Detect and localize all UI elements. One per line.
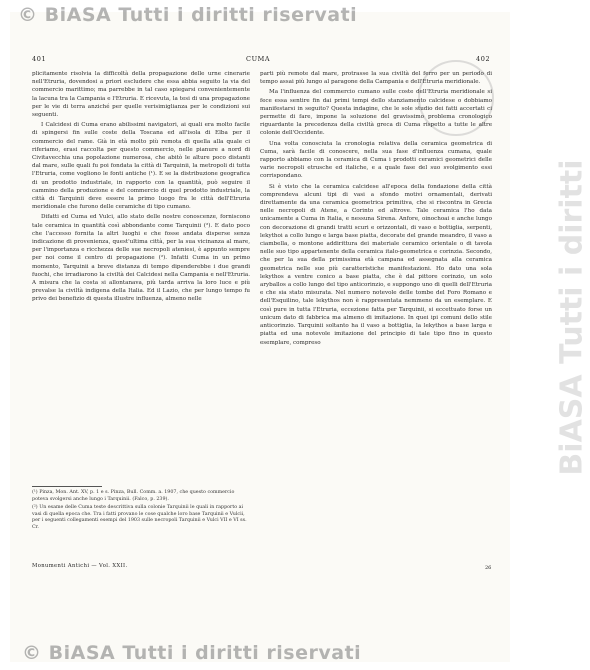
left-column xyxy=(32,70,250,306)
watermark-bottom: © BiASA Tutti i diritti riservati xyxy=(22,642,362,664)
footnotes xyxy=(32,490,250,534)
running-title: CUMA xyxy=(246,55,271,63)
signature-mark: 26 xyxy=(485,565,492,571)
paragraph: plicitamente risolvia la difficoltà della propagazione delle urne cinerarie nell'Etruria, dovendosi a priori escludere che essa abbia seguito la via del commercio marittimo; ma parrebbe in tal caso spiegarsi convenientemente la lacuna tra la Campania e l'Etruria. E ricevuta, la tesi di una propagazione per le vie di terra anziché per quelle verisimiglianza per le condizioni sui seguenti. xyxy=(32,71,250,119)
footnote: (²) Un esame delle Cuma teste descrittiva sulla colonie Tarquinii le quali in rapporto ai vasi di quella epoca che. Tra i fatti provano le cose qualche loro base Tarquinii e Vulcii, per i seguenti collegamenti esempi del 1903 sulle necropoli Tarquinii e Vulci VII e VI ss. Cr. xyxy=(32,505,247,530)
paragraph: Una volta conosciuta la cronologia relativa della ceramica geometrica di Cuma, sarà facile di conoscere, nella sua fase d'influenza cumana, quale rapporto abbiamo con la ceramica di Cuma i prodotti ceramici geometrici delle varie necropoli etrusche ed italiche, e a quale fase del suo svolgimento essi corrispondano. xyxy=(260,140,492,180)
page-number-right: 402 xyxy=(476,55,491,63)
footnote-divider xyxy=(32,486,102,487)
watermark-top: © BiASA Tutti i diritti riservati xyxy=(18,4,358,26)
footnote: (¹) Pinza, Mon. Ant. XV, p. 1 e s. Pinza, Bull. Comm. a. 1907, che questo commercio poteva svolgersi anche lungo i Tarquinii. (Falco, p. 239). xyxy=(32,490,235,502)
paragraph: I Calcidesi di Cuma erano abilissimi navigatori, ai quali era molto facile di spingersi fin sulle coste della Toscana ed all'isola di Elba per il commercio del rame. Già in età molto più remota di quella alla quale ci riferiamo, erasi raccolta per questo commercio, nelle pianure a nord di Civitavecchia una popolazione numerosa, che abitò le alture poco distanti dal mare, sulle quali fu poi fondata la città di Tarquinii, la metropoli di tutta l'Etruria, come vogliono le fonti antiche (¹). E se la distribuzione geografica di un prodotto industriale, in rapporto con la quantità, può seguire il cammino della produzione e del commercio di quel prodotto industriale, la città di Tarquinii deve essere la primo luogo fra le città dell'Etruria meridionale che furono delle ceramiche di tipo cumano. xyxy=(32,122,250,211)
paragraph: Difatti ed Cuma ed Vulci, allo stato delle nostre conoscenze, forniscono tale ceramica in quantità così abbondante come Tarquinii (²). E dato poco che l'accesso fornita la altri luoghi e che fosse andata disperse senza indicazione di provenienza, quest'ultima città, per la sua vicinanza al mare, per l'importanza e ricchezza delle sue necropoli ateniesi, è appunto sempre per noi come il centro di propagazione (²). Infatti Cuma in un primo momento, Tarquinii a breve distanza di tempo dipenderebbe i due grandi fuochi, che irradiarono la civiltà dei Calcidesi nella Campania e nell'Etruria. A misura che la costa si allontanava, più tarda arriva la loro luce e più prevalse la civiltà indigena della Italia. Ed il Lazio, che per lungo tempo fu privo dei benefizio di questa illustre influenza, almeno nelle xyxy=(32,214,250,303)
watermark-side: BiASA Tutti i diritti xyxy=(554,159,590,476)
paragraph: parti più remote dal mare, protrasse la sua civiltà del ferro per un periodo di tempo assai più lungo al paragone della Campania e dell'Etruria meridionale. xyxy=(260,71,492,86)
right-column xyxy=(260,70,492,349)
paragraph: Si è visto che la ceramica calcidese all'epoca della fondazione della città comprendeva alcuni tipi di vasi a sfondo motivi ornamentali, derivati direttamente da una ceramica geometrica primitiva, che si riscontra in Grecia nelle necropoli di Atene, a Corinto ed altrove. Tale ceramica l'ho data unicamente a Cuma in Italia, e nessuna Sirena. Anfore, oinochoai e anche lungo con decorazione di grandi tratti scuri e orizzontali, di vaso e bottiglia, serpenti, lekythoi a collo lungo e larga base piatta, decorate del grande meandro, il vaso a ciambella, o montone addirittura dei materiale ceramico orientale o di tavola nelle suo tipo appartenente della ceramica italo-geometrica e corinzia. Secondo, che per la sua della primissima età campana ed assegnata alla ceramica geometrica nelle sue più caratteristiche manifestazioni. Ho dato una sola lekythos a ventre conico a base piatta, che è dal pittore corinzio, un solo aryballos a collo lungo del tipo anticorinzio, e suppongo uno di quelli dell'Etruria e che sia stato misurata. Nel numero notevole delle tombe del Foro Romano e dell'Esquilino, tale lekythos non è rappresentata nemmeno da un esemplare. E così pure in tutta l'Etruria, eccezione fatta per Tarquinii, si eccettuato forse un unicum dato di fabbrica ma almeno di imitazione. In quei ipi comuni dello stile anticorinzio. Tarquinii soltanto ha il vaso a bottiglia, la lekythos a base larga e piatta ed una notevole imitazione del principio di tale tipo fino in questo esemplare, compreso xyxy=(260,183,492,346)
series-title: Monumenti Antichi — Vol. XXII. xyxy=(32,563,128,569)
page-number-left: 401 xyxy=(32,55,47,63)
paragraph: Ma l'influenza del commercio cumano sulle coste dell'Etruria meridionale si fece essa sentire fin dai primi tempi dello stanziamento calcidese o dobbiamo manifestarsi in seguito? Questa indagine, che le sole studio dei fatti accertati ci permette di fare, impone la soluzione del gravissimo problema cronologico riguardante la precedenza della civiltà greca di Cuma rispetto a tutte le altre colonie dell'Occidente. xyxy=(260,89,492,137)
